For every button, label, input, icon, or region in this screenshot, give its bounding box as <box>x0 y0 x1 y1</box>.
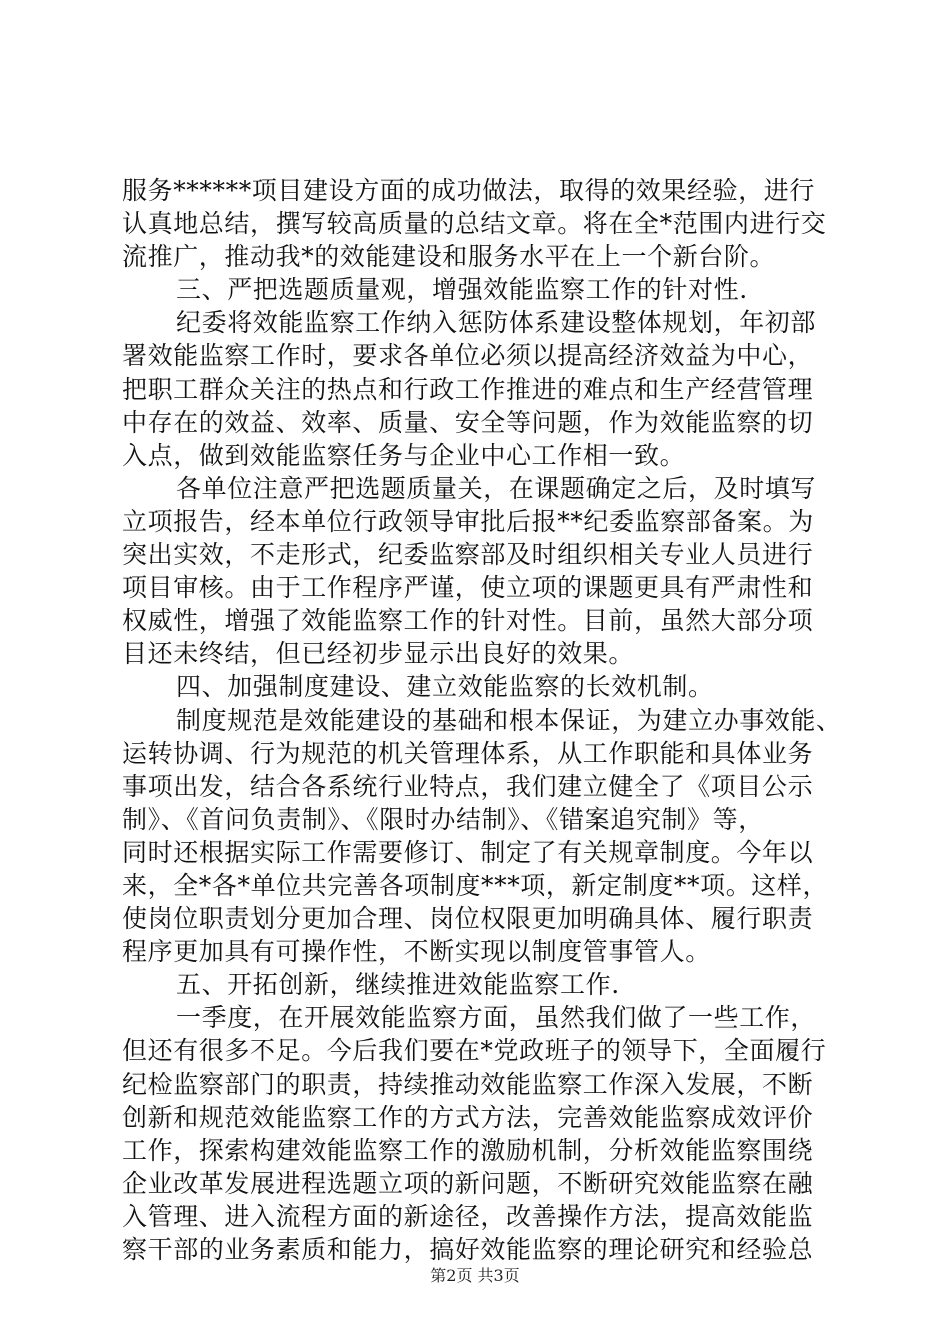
text-line: 创新和规范效能监察工作的方式方法，完善效能监察成效评价 <box>122 1102 814 1132</box>
text-line: 使岗位职责划分更加合理、岗位权限更加明确具体、履行职责 <box>122 904 814 934</box>
text-line: 程序更加具有可操作性，不断实现以制度管事管人。 <box>122 937 711 967</box>
text-line: 纪委将效能监察工作纳入惩防体系建设整体规划，年初部 <box>176 308 817 338</box>
text-line: 企业改革发展进程选题立项的新问题，不断研究效能监察在融 <box>122 1168 814 1198</box>
text-line: 项目审核。由于工作程序严谨，使立项的课题更具有严肃性和 <box>122 573 814 603</box>
text-line: 署效能监察工作时，要求各单位必须以提高经济效益为中心， <box>122 341 814 371</box>
section-heading-3: 三、严把选题质量观，增强效能监察工作的针对性. <box>176 275 748 305</box>
text-line: 权威性，增强了效能监察工作的针对性。目前，虽然大部分项 <box>122 606 814 636</box>
text-line: 制度规范是效能建设的基础和根本保证，为建立办事效能、 <box>176 705 842 735</box>
page-footer <box>0 1263 950 1286</box>
text-line: 入管理、进入流程方面的新途径，改善操作方法，提高效能监 <box>122 1201 814 1231</box>
text-line: 服务******项目建设方面的成功做法，取得的效果经验，进行 <box>122 176 816 205</box>
page-indicator: 第2页 共3页 <box>430 1266 520 1285</box>
text-line: 目还未终结，但已经初步显示出良好的效果。 <box>122 639 635 669</box>
text-line: 运转协调、行为规范的机关管理体系，从工作职能和具体业务 <box>122 738 814 768</box>
text-line: 来，全*各*单位共完善各项制度***项，新定制度**项。这样， <box>122 870 829 900</box>
text-line: 突出实效，不走形式，纪委监察部及时组织相关专业人员进行 <box>122 540 814 570</box>
text-line: 把职工群众关注的热点和行政工作推进的难点和生产经营管理 <box>122 374 814 404</box>
text-line: 同时还根据实际工作需要修订、制定了有关规章制度。今年以 <box>122 837 814 867</box>
text-line: 但还有很多不足。今后我们要在*党政班子的领导下，全面履行 <box>122 1036 827 1066</box>
text-line: 事项出发，结合各系统行业特点，我们建立健全了《项目公示 <box>122 771 814 801</box>
text-line: 各单位注意严把选题质量关，在课题确定之后，及时填写 <box>176 473 817 503</box>
text-line: 制》、《首问负责制》、《限时办结制》、《错案追究制》等， <box>122 804 764 834</box>
text-line: 立项报告，经本单位行政领导审批后报**纪委监察部备案。为 <box>122 506 814 536</box>
text-line: 纪检监察部门的职责，持续推动效能监察工作深入发展，不断 <box>122 1069 814 1099</box>
text-line: 认真地总结，撰写较高质量的总结文章。将在全*范围内进行交 <box>122 209 827 239</box>
text-line: 察干部的业务素质和能力，搞好效能监察的理论研究和经验总 <box>122 1235 814 1264</box>
text-line: 入点，做到效能监察任务与企业中心工作相一致。 <box>122 440 686 470</box>
section-heading-5: 五、开拓创新，继续推进效能监察工作. <box>176 970 620 1000</box>
text-line: 中存在的效益、效率、质量、安全等问题，作为效能监察的切 <box>122 407 814 437</box>
text-line: 一季度，在开展效能监察方面，虽然我们做了一些工作， <box>176 1003 817 1033</box>
section-heading-4: 四、加强制度建设、建立效能监察的长效机制。 <box>176 672 714 702</box>
body-text <box>122 174 842 1266</box>
text-line: 流推广，推动我*的效能建设和服务水平在上一个新台阶。 <box>122 242 776 272</box>
text-line: 工作，探索构建效能监察工作的激励机制，分析效能监察围绕 <box>122 1135 814 1165</box>
